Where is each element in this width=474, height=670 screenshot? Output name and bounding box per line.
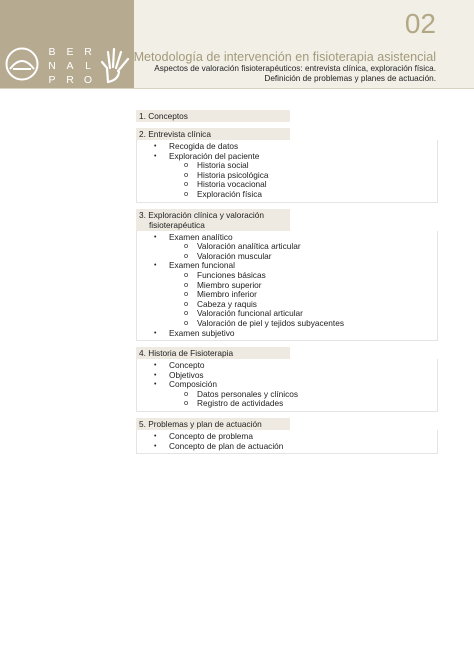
sub-list-item [137, 190, 437, 200]
circle-bullet-icon: o [184, 289, 189, 299]
bullet-icon: • [154, 371, 157, 379]
logo-circle-icon [4, 45, 40, 83]
section [136, 347, 438, 412]
circle-bullet-icon: o [184, 269, 189, 279]
bullet-icon: • [154, 143, 157, 150]
section [136, 418, 438, 454]
sub-list-item [137, 161, 437, 171]
section-heading [136, 209, 290, 231]
list-item-label: Recogida de datos [169, 141, 239, 151]
bullet-icon: • [154, 442, 157, 450]
bullet-icon: • [154, 381, 157, 389]
circle-bullet-icon: o [184, 308, 189, 318]
circle-bullet-icon: o [184, 250, 189, 260]
sub-list-item-label: Registro de actividades [197, 398, 284, 409]
circle-bullet-icon: o [184, 179, 189, 189]
logo-letter: R [66, 74, 74, 86]
sub-list-item [137, 180, 437, 190]
sub-list-item-label: Valoración muscular [197, 250, 272, 261]
list-item [137, 442, 437, 452]
bullet-icon: • [154, 262, 157, 270]
sub-list-item [137, 390, 437, 400]
circle-bullet-icon: o [184, 298, 189, 308]
bullet-icon: • [154, 329, 157, 337]
circle-bullet-icon: o [184, 279, 189, 289]
circle-bullet-icon: o [184, 169, 189, 179]
bullet-icon: • [154, 362, 157, 370]
section-heading: 5. Problemas y plan de actuación [136, 418, 290, 430]
logo-letter: O [83, 74, 93, 86]
sub-list-item-label: Cabeza y raquis [197, 298, 257, 309]
section-body [136, 231, 438, 342]
circle-bullet-icon: o [184, 241, 189, 251]
circle-bullet-icon: o [184, 188, 189, 198]
sub-list-item-label: Miembro inferior [197, 289, 257, 300]
sub-list-item-label: Datos personales y clínicos [197, 388, 298, 399]
section-body [136, 430, 438, 454]
list-item [137, 329, 437, 339]
subtitle-line: Aspectos de valoración fisioterapéuticos: entrevista clínica, exploración física. [154, 64, 436, 73]
sub-list-item [137, 242, 437, 252]
logo-letter: E [66, 46, 74, 58]
circle-bullet-icon: o [184, 317, 189, 327]
section-heading-line: 3. Exploración clínica y valoración [139, 209, 264, 220]
logo [0, 0, 134, 88]
hand-icon [98, 46, 132, 84]
list-item-label: Examen funcional [169, 260, 235, 271]
section-body [136, 140, 438, 203]
sub-list-item [137, 399, 437, 409]
logo-letters [44, 46, 96, 87]
sub-list-item-label: Funciones básicas [197, 269, 266, 280]
sub-list-item [137, 290, 437, 300]
logo-letter: B [48, 46, 56, 58]
list-item-label: Concepto [169, 360, 205, 371]
sub-list-item-label: Valoración de piel y tejidos subyacentes [197, 317, 344, 328]
circle-bullet-icon: o [184, 388, 189, 398]
logo-letter: L [85, 60, 91, 72]
logo-letter: P [48, 74, 56, 86]
list-item [137, 152, 437, 162]
sub-list-item-label: Miembro superior [197, 279, 262, 290]
list-item-label: Objetivos [169, 369, 204, 380]
section [136, 209, 438, 342]
page-subtitle [154, 64, 436, 84]
chapter-number: 02 [404, 8, 436, 39]
list-item-label: Exploración del paciente [169, 150, 260, 161]
list-item-label: Composición [169, 379, 217, 390]
sub-list-item-label: Valoración funcional articular [197, 308, 303, 319]
section-body [136, 359, 438, 412]
list-item-label: Concepto de problema [169, 431, 253, 442]
section-heading-line: fisioterapéutica [149, 219, 205, 230]
sub-list-item-label: Historia vocacional [197, 179, 267, 190]
list-item-label: Examen subjetivo [169, 327, 235, 338]
logo-letter: A [66, 60, 74, 72]
sub-list-item [137, 281, 437, 291]
page-title: Metodología de intervención en fisioterapia asistencial [133, 50, 436, 64]
sub-list-item-label: Historia social [197, 160, 249, 171]
sub-list-item-label: Exploración física [197, 188, 263, 199]
sub-list-item-label: Valoración analítica articular [197, 241, 301, 252]
sub-list-item [137, 171, 437, 181]
bullet-icon: • [154, 233, 157, 241]
section-heading: 4. Historia de Fisioterapia [136, 347, 290, 359]
logo-letter: N [48, 60, 56, 72]
section [136, 110, 438, 122]
circle-bullet-icon: o [184, 160, 189, 170]
circle-bullet-icon: o [184, 398, 189, 408]
section [136, 128, 438, 203]
bullet-icon: • [154, 152, 157, 160]
outline [136, 110, 438, 460]
header-divider [0, 88, 474, 89]
bullet-icon: • [154, 433, 157, 441]
list-item-label: Examen analítico [169, 231, 233, 242]
list-item-label: Concepto de plan de actuación [169, 440, 284, 451]
section-heading: 1. Conceptos [136, 110, 290, 122]
logo-letter: R [84, 46, 92, 58]
list-item [137, 261, 437, 271]
subtitle-line: Definición de problemas y planes de actuación. [264, 74, 436, 83]
section-heading: 2. Entrevista clínica [136, 128, 290, 140]
sub-list-item [137, 271, 437, 281]
sub-list-item-label: Historia psicológica [197, 169, 269, 180]
